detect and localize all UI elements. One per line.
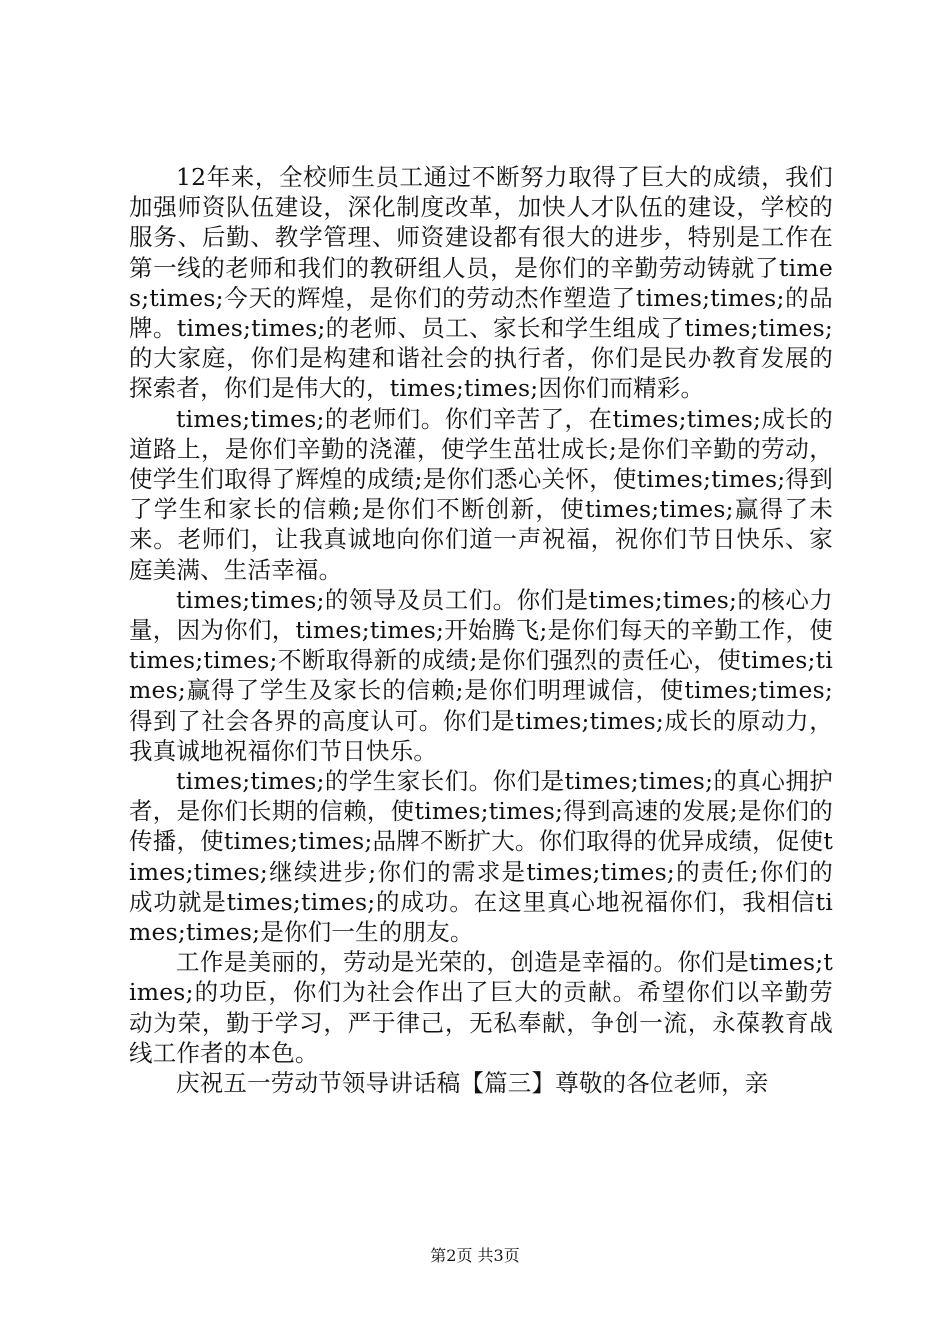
- paragraph-teachers: times;times;的老师们。你们辛苦了，在times;times;成长的道路上，是你们辛勤的浇灌，使学生茁壮成长;是你们辛勤的劳动，使学生们取得了辉煌的成绩;是你们悉心关怀，使times;times;得到了学生和家长的信赖;是你们不断创新，使times;times;赢得了未来。老师们，让我真诚地向你们道一声祝福，祝你们节日快乐、家庭美满、生活幸福。: [129, 404, 833, 584]
- paragraph-next-section: 庆祝五一劳动节领导讲话稿【篇三】尊敬的各位老师，亲: [176, 1069, 769, 1098]
- paragraph-labor-praise: 工作是美丽的，劳动是光荣的，创造是幸福的。你们是times;times;的功臣，你们为社会作出了巨大的贡献。希望你们以辛勤劳动为荣，勤于学习，严于律己，无私奉献，争创一流，永葆教育战线工作者的本色。: [129, 948, 833, 1067]
- speech-body: [129, 162, 833, 1098]
- paragraph-parents: times;times;的学生家长们。你们是times;times;的真心拥护者，是你们长期的信赖，使times;times;得到高速的发展;是你们的传播，使times;times;品牌不断扩大。你们取得的优异成绩，促使times;times;继续进步;你们的需求是times;times;的责任;你们的成功就是times;times;的成功。在这里真心地祝福你们，我相信times;times;是你们一生的朋友。: [129, 767, 833, 947]
- paragraph-achievements: 12年来，全校师生员工通过不断努力取得了巨大的成绩，我们加强师资队伍建设，深化制度改革，加快人才队伍的建设，学校的服务、后勤、教学管理、师资建设都有很大的进步，特别是工作在第一线的老师和我们的教研组人员，是你们的辛勤劳动铸就了times;times;今天的辉煌，是你们的劳动杰作塑造了times;times;的品牌。times;times;的老师、员工、家长和学生组成了times;times;的大家庭，你们是构建和谐社会的执行者，你们是民办教育发展的探索者，你们是伟大的，times;times;因你们而精彩。: [129, 163, 833, 403]
- page-footer: 第2页 共3页: [430, 1246, 520, 1265]
- paragraph-leaders-staff: times;times;的领导及员工们。你们是times;times;的核心力量，因为你们，times;times;开始腾飞;是你们每天的辛勤工作，使times;times;不断取得新的成绩;是你们强烈的责任心，使times;times;赢得了学生及家长的信赖;是你们明理诚信，使times;times;得到了社会各界的高度认可。你们是times;times;成长的原动力，我真诚地祝福你们节日快乐。: [129, 585, 833, 765]
